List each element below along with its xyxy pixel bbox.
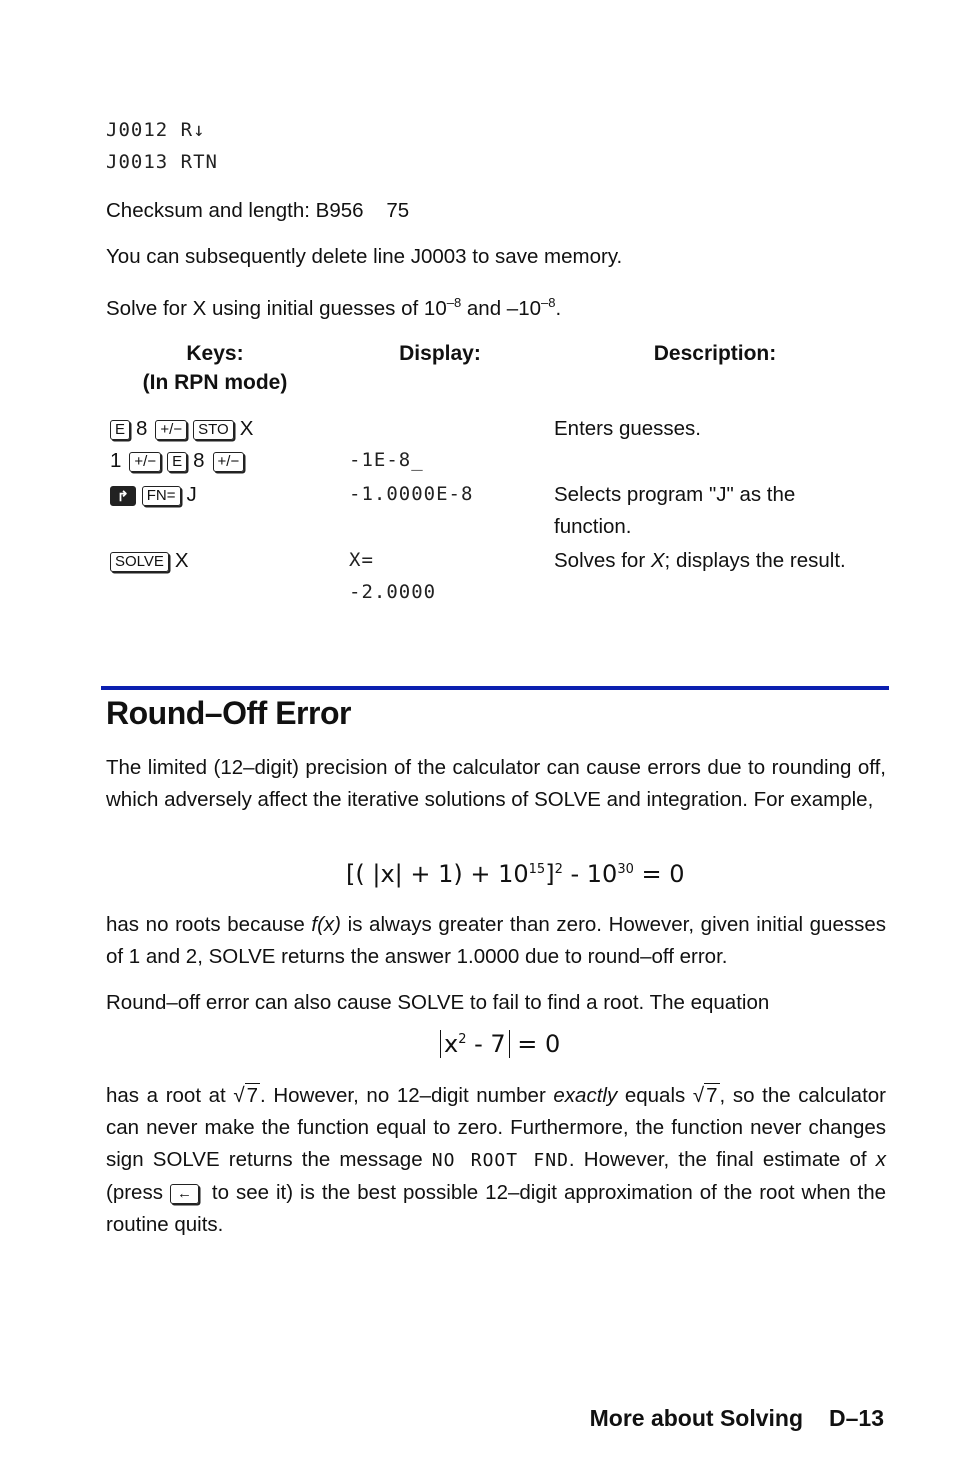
sqrt-symbol-2: √7: [692, 1084, 718, 1107]
row2-keys: [110, 479, 205, 511]
equation2-exp1: 2: [458, 1032, 467, 1047]
row2-description: [554, 479, 795, 543]
para2-fx: f(x): [311, 913, 342, 936]
row2-description-line2: function.: [554, 515, 632, 538]
plus-minus-key-icon: +/−: [155, 420, 187, 440]
right-shift-key-icon: ↱: [110, 486, 136, 506]
program-line-j0012: J0012 R↓: [106, 119, 206, 141]
equation1-part3: - 10: [562, 860, 618, 888]
solve-intro-exponent-1: –8: [446, 295, 462, 310]
row1-keys-line1: [110, 413, 261, 445]
para4-x: x: [875, 1148, 886, 1171]
footer-page-number: D–13: [829, 1405, 884, 1431]
row3-description-prefix: Solves for: [554, 549, 651, 572]
keys-header-mode: (In RPN mode): [142, 371, 288, 394]
row2-description-line1: Selects program "J" as the: [554, 483, 796, 506]
plus-minus-key-icon: +/−: [129, 452, 161, 472]
equation1-exp3: 30: [617, 862, 634, 877]
paragraph-sqrt7: [106, 1080, 886, 1241]
fn-equals-key-icon: FN=: [142, 486, 181, 506]
equation1-exp1: 15: [528, 862, 546, 877]
display-header: Display:: [399, 342, 481, 365]
program-line-j0013: J0013 RTN: [106, 151, 218, 173]
row2-display: -1.0000E-8: [349, 483, 474, 505]
footer-chapter: More about Solving: [589, 1405, 804, 1431]
checksum-text: Checksum and length: B956 75: [106, 199, 410, 222]
e-key-icon: E: [167, 452, 187, 472]
row3-description: [554, 545, 846, 577]
section-rule: [101, 686, 889, 690]
equation1-exp2: 2: [554, 862, 563, 877]
row1-keys-line2: [110, 445, 250, 477]
no-root-message: NO ROOT FND: [431, 1150, 569, 1171]
keys-header-title: Keys:: [186, 342, 244, 365]
row1-description: Enters guesses.: [554, 417, 701, 440]
solve-intro-exponent-2: –8: [541, 295, 556, 310]
solve-intro: [106, 287, 561, 325]
paragraph-no-roots: [106, 909, 886, 973]
equation1-part2: ]: [545, 860, 555, 888]
row1-display: -1E-8_: [349, 449, 424, 471]
key-text: X: [239, 417, 254, 440]
row3-description-var: X: [650, 549, 665, 572]
description-header: Description:: [653, 342, 777, 365]
para4-exactly: exactly: [553, 1084, 618, 1107]
equation-2: [440, 1030, 560, 1058]
sto-key-icon: STO: [193, 420, 234, 440]
e-key-icon: E: [110, 420, 130, 440]
row3-display-line1: X=: [349, 549, 374, 571]
row3-description-suffix: ; displays the result.: [664, 549, 846, 572]
key-text: 1: [110, 449, 122, 472]
para4-t5: . However, the final estimate of: [568, 1148, 876, 1171]
solve-intro-prefix: Solve for X using initial guesses of 10: [106, 296, 447, 320]
key-text: 8: [193, 449, 205, 472]
key-text: 8: [136, 417, 148, 440]
delete-note: You can subsequently delete line J0003 to save memory.: [106, 245, 623, 268]
keys-header: [120, 339, 310, 397]
equation2-part2: - 7: [466, 1030, 509, 1058]
backspace-key-icon: ←: [170, 1184, 199, 1204]
equation-1: [346, 860, 685, 888]
paragraph-precision: The limited (12–digit) precision of the calculator can cause errors due to rounding off, which adversely affect the iterative solutions of SOLVE and integration. For example,: [106, 756, 886, 811]
plus-minus-key-icon: +/−: [213, 452, 245, 472]
solve-intro-suffix: .: [555, 296, 562, 320]
page-footer: [590, 1405, 884, 1432]
para4-t3: equals: [617, 1084, 693, 1107]
equation2-part3: = 0: [509, 1030, 561, 1058]
solve-intro-middle: and –10: [461, 296, 542, 320]
row3-display-line2: -2.0000: [349, 581, 437, 603]
sqrt-value-2: 7: [706, 1084, 718, 1107]
para2-suffix: is always greater than zero. However, given initial guesses of 1 and 2, SOLVE returns the answer 1.0000 due to round–off error.: [106, 913, 886, 968]
para4-t7: to see it) is the best possible 12–digit approximation of the root when the routine quits.: [106, 1181, 886, 1236]
section-title: Round–Off Error: [106, 695, 351, 731]
para4-t6: (press: [106, 1181, 170, 1204]
equation1-part4: = 0: [633, 860, 685, 888]
para4-t2: . However, no 12–digit number: [260, 1084, 554, 1107]
para4-t4: , so the calculator can never make the function equal to zero. Furthermore, the function never changes sign SOLVE returns the message: [106, 1084, 886, 1171]
row3-keys: [110, 545, 197, 577]
key-text: J: [186, 483, 197, 506]
equation1-part1: [( |x| + 1) + 10: [346, 860, 529, 888]
sqrt-symbol-1: √7: [233, 1084, 259, 1107]
solve-key-icon: SOLVE: [110, 552, 169, 572]
paragraph-fail-root: Round–off error can also cause SOLVE to fail to find a root. The equation: [106, 991, 770, 1014]
para2-prefix: has no roots because: [106, 913, 312, 936]
para4-t1: has a root at: [106, 1084, 234, 1107]
equation2-part1: x: [440, 1030, 458, 1058]
sqrt-value-1: 7: [246, 1084, 259, 1107]
key-text: X: [174, 549, 189, 572]
